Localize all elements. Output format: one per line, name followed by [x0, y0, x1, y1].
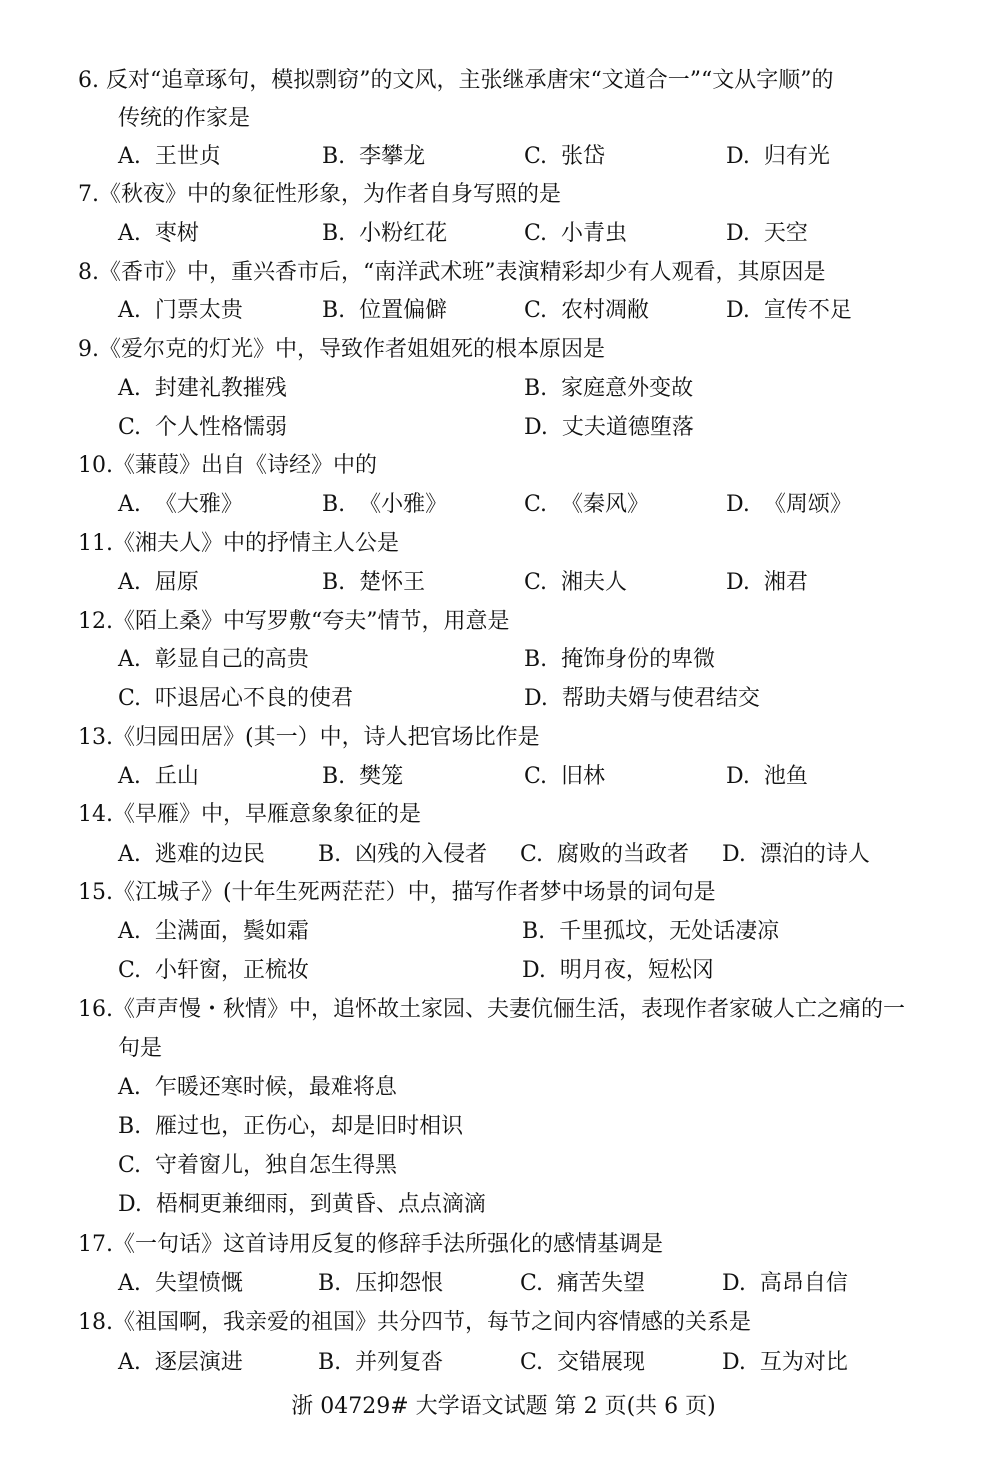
option-text: 明月夜，短松冈 [559, 958, 714, 983]
option-text: 家庭意外变故 [561, 376, 694, 401]
option-text: 梧桐更兼细雨，到黄昏、点点滴滴 [155, 1192, 486, 1217]
option-d [524, 409, 694, 447]
option-a [118, 913, 309, 951]
option-text: 压抑怨恨 [355, 1271, 444, 1296]
option-text: 个人性格懦弱 [155, 415, 288, 440]
option-a [118, 1069, 397, 1107]
option-d [524, 680, 760, 718]
option-text: 宣传不足 [763, 298, 852, 323]
option-letter: C. [118, 415, 142, 440]
question-number: 15. [78, 880, 113, 905]
option-c [520, 836, 689, 874]
option-text: 乍暖还寒时候，最难将息 [154, 1075, 397, 1100]
option-letter: D. [726, 492, 750, 517]
option-c [524, 292, 649, 330]
option-letter: C. [524, 221, 548, 246]
option-text: 枣树 [154, 221, 199, 246]
option-text: 逃难的边民 [154, 842, 265, 867]
option-b [322, 564, 425, 602]
question-6-stem [78, 62, 938, 100]
option-text: 千里孤坟，无处话凄凉 [559, 919, 780, 944]
option-c [524, 486, 649, 524]
option-text: 门票太贵 [154, 298, 243, 323]
option-letter: C. [524, 764, 548, 789]
option-c [524, 215, 627, 253]
option-text: 凶残的入侵者 [355, 842, 488, 867]
option-text: 《小雅》 [359, 492, 448, 517]
option-b [322, 486, 447, 524]
option-a [118, 758, 199, 796]
option-letter: C. [520, 842, 544, 867]
question-text: 《早雁》中，早雁意象象征的是 [113, 802, 422, 827]
option-text: 归有光 [763, 144, 830, 169]
option-letter: D. [726, 298, 750, 323]
option-letter: C. [524, 570, 548, 595]
option-letter: D. [524, 686, 548, 711]
option-letter: C. [118, 686, 142, 711]
option-letter: B. [322, 570, 346, 595]
option-c [520, 1265, 645, 1303]
option-letter: D. [722, 1271, 746, 1296]
question-8-stem [78, 254, 938, 292]
option-d [726, 758, 808, 796]
question-text: 《湘夫人》中的抒情主人公是 [113, 531, 400, 556]
question-number: 14. [78, 802, 113, 827]
option-letter: B. [322, 764, 346, 789]
option-text: 小青虫 [561, 221, 628, 246]
option-text: 天空 [763, 221, 808, 246]
option-letter: A. [118, 570, 141, 595]
question-text: 《陌上桑》中写罗敷“夸夫”情节，用意是 [113, 609, 510, 634]
option-a [118, 641, 309, 679]
option-a [118, 836, 265, 874]
option-text: 《周颂》 [763, 492, 852, 517]
option-letter: C. [524, 298, 548, 323]
option-letter: B. [118, 1114, 142, 1139]
option-text: 小粉红花 [359, 221, 448, 246]
option-a [118, 215, 199, 253]
question-10-stem [78, 447, 938, 485]
option-text: 逐层演进 [154, 1350, 243, 1375]
question-number: 10. [78, 453, 113, 478]
option-text: 农村凋敝 [561, 298, 650, 323]
option-text: 高昂自信 [759, 1271, 848, 1296]
question-18-stem [78, 1304, 938, 1342]
option-letter: C. [524, 492, 548, 517]
page-footer: 浙 04729# 大学语文试题 第 2 页(共 6 页) [291, 1394, 716, 1419]
option-letter: B. [524, 376, 548, 401]
question-7-stem [78, 176, 938, 214]
option-letter: B. [322, 492, 346, 517]
question-number: 16. [78, 997, 113, 1022]
question-number: 9. [78, 337, 99, 362]
question-text: 《声声慢・秋情》中，追怀故土家园、夫妻伉俪生活，表现作者家破人亡之痛的一 [113, 997, 906, 1022]
option-letter: D. [722, 1350, 746, 1375]
option-text: 掩饰身份的卑微 [561, 647, 716, 672]
question-number: 8. [78, 260, 99, 285]
option-b [322, 138, 425, 176]
question-13-stem [78, 719, 938, 757]
option-b [524, 370, 693, 408]
option-d [722, 1265, 848, 1303]
option-text: 湘夫人 [561, 570, 628, 595]
option-text: 封建礼教摧残 [154, 376, 287, 401]
option-a [118, 1265, 243, 1303]
option-text: 楚怀王 [359, 570, 426, 595]
option-b [322, 758, 403, 796]
option-a [118, 292, 243, 330]
option-c [524, 758, 605, 796]
option-c [118, 409, 287, 447]
question-number: 6. [78, 68, 99, 93]
question-17-stem [78, 1226, 938, 1264]
option-b [318, 1265, 443, 1303]
option-letter: D. [726, 221, 750, 246]
option-letter: B. [522, 919, 546, 944]
option-letter: A. [118, 376, 141, 401]
option-a [118, 486, 243, 524]
question-number: 12. [78, 609, 113, 634]
option-text: 张岱 [561, 144, 606, 169]
option-letter: A. [118, 144, 141, 169]
option-letter: C. [118, 958, 142, 983]
option-text: 樊笼 [359, 764, 404, 789]
option-c [118, 680, 353, 718]
option-text: 并列复沓 [355, 1350, 444, 1375]
option-letter: C. [520, 1271, 544, 1296]
option-text: 王世贞 [154, 144, 221, 169]
option-letter: A. [118, 647, 141, 672]
option-text: 丈夫道德堕落 [561, 415, 694, 440]
option-letter: B. [322, 298, 346, 323]
option-b [522, 913, 779, 951]
option-text: 旧林 [561, 764, 606, 789]
option-letter: C. [118, 1153, 142, 1178]
option-letter: B. [318, 1271, 342, 1296]
option-b [118, 1108, 463, 1146]
option-letter: A. [118, 492, 141, 517]
option-b [318, 836, 487, 874]
option-letter: A. [118, 1075, 141, 1100]
question-11-stem [78, 525, 938, 563]
question-text: 《江城子》(十年生死两茫茫）中，描写作者梦中场景的词句是 [113, 880, 716, 905]
question-text: 反对“追章琢句，模拟剽窃”的文风，主张继承唐宋“文道合一”“文从字顺”的 [106, 68, 834, 93]
option-d [726, 138, 830, 176]
option-a [118, 1344, 243, 1382]
option-text: 漂泊的诗人 [759, 842, 870, 867]
option-d [726, 486, 852, 524]
option-letter: A. [118, 919, 141, 944]
option-letter: D. [118, 1192, 142, 1217]
option-d [726, 564, 808, 602]
question-text: 《秋夜》中的象征性形象，为作者自身写照的是 [99, 182, 562, 207]
question-16-stem-continued: 句是 [118, 1036, 163, 1061]
option-letter: C. [524, 144, 548, 169]
option-c [524, 138, 605, 176]
option-b [318, 1344, 443, 1382]
option-d [726, 215, 808, 253]
option-letter: B. [322, 144, 346, 169]
option-c [524, 564, 627, 602]
question-6-stem-continued: 传统的作家是 [118, 106, 251, 131]
option-a [118, 564, 199, 602]
option-d [726, 292, 852, 330]
option-text: 失望愤慨 [154, 1271, 243, 1296]
option-letter: B. [322, 221, 346, 246]
option-text: 尘满面，鬓如霜 [154, 919, 309, 944]
option-letter: B. [318, 1350, 342, 1375]
option-text: 吓退居心不良的使君 [155, 686, 354, 711]
option-letter: D. [722, 842, 746, 867]
option-letter: A. [118, 1271, 141, 1296]
option-text: 交错展现 [557, 1350, 646, 1375]
option-letter: A. [118, 221, 141, 246]
option-b [322, 215, 447, 253]
option-b [524, 641, 715, 679]
option-text: 丘山 [154, 764, 199, 789]
option-letter: D. [726, 144, 750, 169]
option-letter: D. [522, 958, 546, 983]
option-letter: D. [726, 764, 750, 789]
question-16-stem [78, 991, 938, 1029]
option-text: 守着窗儿，独自怎生得黑 [155, 1153, 398, 1178]
option-d [522, 952, 714, 990]
question-text: 《一句话》这首诗用反复的修辞手法所强化的感情基调是 [113, 1232, 664, 1257]
option-text: 池鱼 [763, 764, 808, 789]
option-a [118, 370, 287, 408]
question-number: 18. [78, 1310, 113, 1335]
option-text: 彰显自己的高贵 [154, 647, 309, 672]
question-9-stem [78, 331, 938, 369]
question-number: 13. [78, 725, 113, 750]
question-number: 7. [78, 182, 99, 207]
question-12-stem [78, 603, 938, 641]
option-a [118, 138, 221, 176]
option-letter: A. [118, 842, 141, 867]
option-text: 位置偏僻 [359, 298, 448, 323]
option-letter: B. [318, 842, 342, 867]
question-15-stem [78, 874, 938, 912]
option-text: 互为对比 [759, 1350, 848, 1375]
option-text: 腐败的当政者 [557, 842, 690, 867]
option-d [722, 1344, 848, 1382]
option-text: 《秦风》 [561, 492, 650, 517]
option-letter: A. [118, 298, 141, 323]
option-letter: C. [520, 1350, 544, 1375]
question-text: 《祖国啊，我亲爱的祖国》共分四节，每节之间内容情感的关系是 [113, 1310, 752, 1335]
option-text: 李攀龙 [359, 144, 426, 169]
option-text: 屈原 [154, 570, 199, 595]
option-letter: B. [524, 647, 548, 672]
question-14-stem [78, 796, 938, 834]
option-letter: A. [118, 1350, 141, 1375]
question-text: 《爱尔克的灯光》中，导致作者姐姐死的根本原因是 [99, 337, 606, 362]
option-letter: D. [524, 415, 548, 440]
option-c [520, 1344, 645, 1382]
question-number: 17. [78, 1232, 113, 1257]
option-text: 小轩窗，正梳妆 [155, 958, 310, 983]
option-text: 痛苦失望 [557, 1271, 646, 1296]
option-c [118, 1147, 397, 1185]
option-text: 《大雅》 [154, 492, 243, 517]
question-text: 《香市》中，重兴香市后，“南洋武术班”表演精彩却少有人观看，其原因是 [99, 260, 826, 285]
option-letter: D. [726, 570, 750, 595]
option-text: 帮助夫婿与使君结交 [561, 686, 760, 711]
option-letter: A. [118, 764, 141, 789]
option-text: 湘君 [763, 570, 808, 595]
option-b [322, 292, 447, 330]
option-text: 雁过也，正伤心，却是旧时相识 [155, 1114, 464, 1139]
question-text: 《蒹葭》出自《诗经》中的 [113, 453, 378, 478]
question-text: 《归园田居》(其一）中，诗人把官场比作是 [113, 725, 540, 750]
question-number: 11. [78, 531, 113, 556]
option-d [722, 836, 870, 874]
option-d [118, 1186, 486, 1224]
option-c [118, 952, 309, 990]
